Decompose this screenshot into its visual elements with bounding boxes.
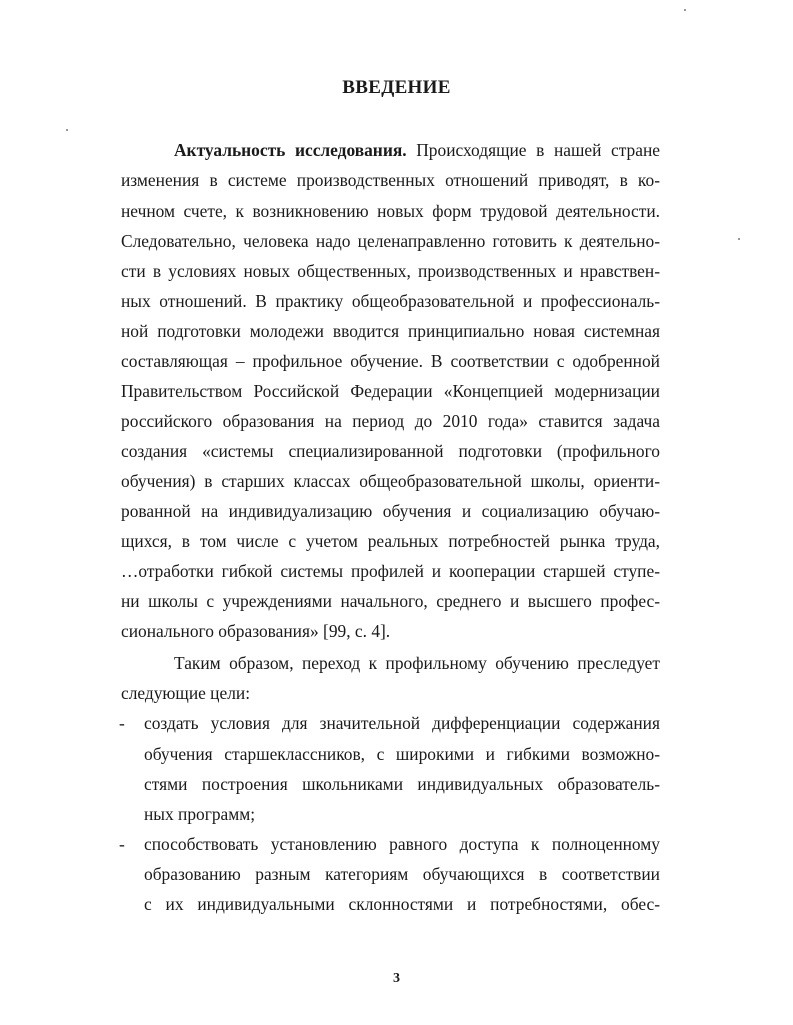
paragraph-line: изменения в системе производственных отношений приводят, в ко-: [121, 170, 660, 190]
paragraph-line: рованной на индивидуализацию обучения и социализацию обучаю-: [121, 501, 660, 521]
bullet-line: с их индивидуальными склонностями и потребностями, обес-: [144, 894, 660, 914]
bullet-line: обучения старшеклассников, с широкими и гибкими возможно-: [144, 744, 660, 764]
bullet-line: стями построения школьниками индивидуальных образователь-: [144, 774, 660, 794]
scan-speck: [738, 238, 740, 240]
paragraph-line: сти в условиях новых общественных, производственных и нравствен-: [121, 261, 660, 281]
paragraph-line: Следовательно, человека надо целенаправленно готовить к деятельно-: [121, 231, 660, 251]
paragraph-line: российского образования на период до 2010 года» ставится задача: [121, 411, 660, 431]
paragraph-line: [174, 139, 660, 169]
paragraph-text: Происходящие в нашей стране: [416, 140, 660, 160]
page-number: 3: [393, 971, 400, 986]
bullet-line: создать условия для значительной дифференциации содержания: [144, 713, 660, 733]
paragraph-line: Таким образом, переход к профильному обучению преследует: [174, 653, 660, 673]
paragraph-line: сионального образования» [99, с. 4].: [121, 621, 391, 641]
paragraph-line: обучения) в старших классах общеобразовательной школы, ориенти-: [121, 471, 660, 491]
paragraph-line: ных отношений. В практику общеобразовательной и профессиональ-: [121, 291, 660, 311]
scan-speck: [66, 129, 68, 131]
page-title: ВВЕДЕНИЕ: [342, 77, 451, 98]
paragraph-line: …отработки гибкой системы профилей и кооперации старшей ступе-: [121, 561, 660, 581]
scan-speck: [684, 9, 686, 11]
bullet-marker: -: [119, 713, 125, 733]
bullet-marker: -: [119, 834, 125, 854]
bullet-line: способствовать установлению равного доступа к полноценному: [144, 834, 660, 854]
paragraph-line: создания «системы специализированной подготовки (профильного: [121, 441, 660, 461]
paragraph-line: нечном счете, к возникновению новых форм трудовой деятельности.: [121, 201, 660, 221]
paragraph-line: Правительством Российской Федерации «Концепцией модернизации: [121, 381, 660, 401]
bullet-line: ных программ;: [144, 804, 256, 824]
paragraph-line: ной подготовки молодежи вводится принципиально новая системная: [121, 321, 660, 341]
section-heading: Актуальность исследования.: [174, 140, 407, 160]
paragraph-line: следующие цели:: [121, 683, 251, 703]
paragraph-line: ни школы с учреждениями начального, среднего и высшего профес-: [121, 591, 660, 611]
paragraph-line: составляющая – профильное обучение. В соответствии с одобренной: [121, 351, 660, 371]
bullet-line: образованию разным категориям обучающихся в соответствии: [144, 864, 660, 884]
paragraph-line: щихся, в том числе с учетом реальных потребностей рынка труда,: [121, 531, 660, 551]
